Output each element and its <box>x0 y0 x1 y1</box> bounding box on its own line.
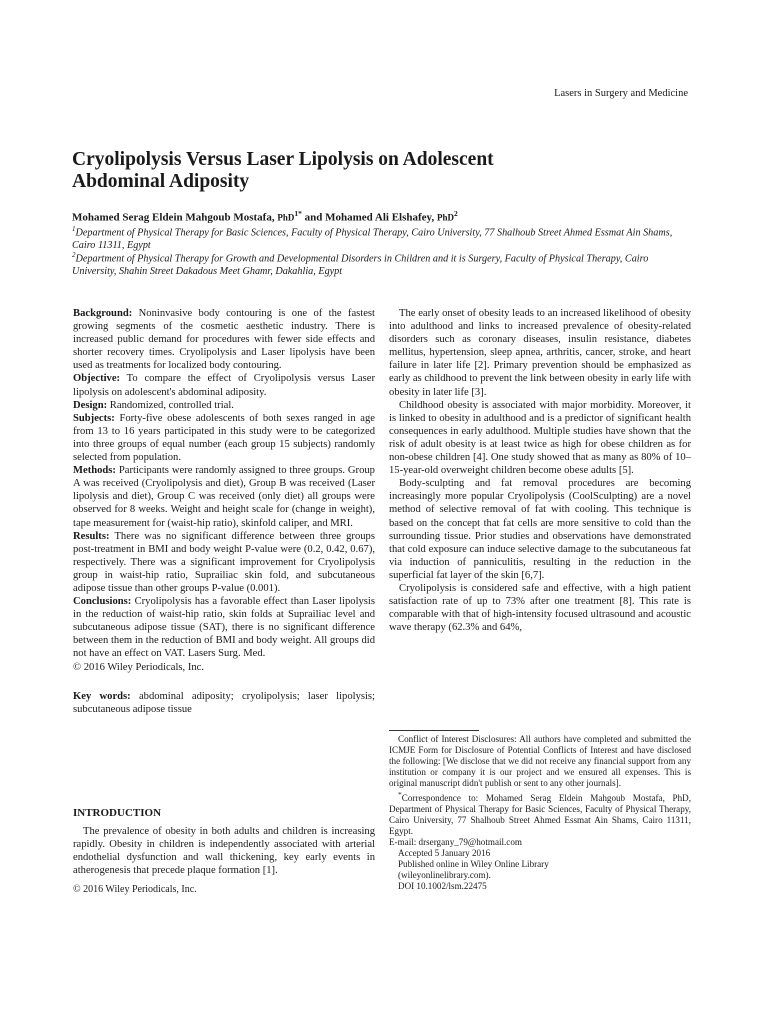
abstract-results <box>73 530 375 595</box>
abstract-conclusions <box>73 595 375 660</box>
author-conjunction: and <box>304 211 323 224</box>
correspondence-text: Correspondence to: Mohamed Serag Eldein Mahgoub Mostafa, PhD, Department of Physical Therapy for Basic Sciences, Faculty of Physical Therapy, Cairo University, 77 Shalhoub Street Ahmed Essmat Ain Shams, Cairo 11311, Egypt. <box>389 793 691 837</box>
accepted-date: Accepted 5 January 2016 <box>398 848 491 859</box>
abstract-design <box>73 399 375 412</box>
background-label: Background: <box>73 308 133 319</box>
design-label: Design: <box>73 399 108 411</box>
abstract-background <box>73 307 375 372</box>
abstract-methods <box>73 464 375 529</box>
publisher-site: (wileyonlinelibrary.com). <box>398 870 491 881</box>
affiliation-1-text: Department of Physical Therapy for Basic Sciences, Faculty of Physical Therapy, Cairo University, 77 Shalhoub Street Ahmed Essmat Ain Shams, Cairo 11311, Egypt <box>72 227 673 252</box>
abstract-objective <box>73 372 375 398</box>
author-list <box>72 209 692 224</box>
objective-label: Objective: <box>73 373 121 385</box>
abstract-copyright: © 2016 Wiley Periodicals, Inc. <box>73 661 204 673</box>
background-text: Noninvasive body contouring is one of the fastest growing segments of the cosmetic aesthetic industry. There is increased public demand for procedures with fewer side effects and shorter recovery times. Cryolipolysis and Laser lipolysis have been used as treatments for localized body contouring. <box>73 308 375 372</box>
objective-text: To compare the effect of Cryolipolysis versus Laser lipolysis on adolescent's abdominal adiposity. <box>73 373 375 398</box>
body-text-right-column <box>389 307 691 634</box>
footnotes <box>389 734 691 892</box>
keywords-text: abdominal adiposity; cryolipolysis; laser lipolysis; subcutaneous adipose tissue <box>73 690 375 715</box>
results-text: There was no significant difference between three groups post-treatment in BMI and body weight P-value were (0.2, 0.42, 0.67), respectively. There was a significant improvement for Cryolipolysis group in waist-hip ratio, Suprailiac skin fold, and subcutaneous adipose tissue than other groups P-value (0.001). <box>73 530 375 594</box>
affiliation-2-text: Department of Physical Therapy for Growth and Developmental Disorders in Children and it is Surgery, Faculty of Physical Therapy, Cairo University, Shahin Street Dakadous Meet Ghamr, Dakahlia, Egypt <box>72 253 649 278</box>
title-line-1: Cryolipolysis Versus Laser Lipolysis on Adolescent <box>72 149 494 170</box>
methods-label: Methods: <box>73 465 116 477</box>
title-line-2: Abdominal Adiposity <box>72 171 250 192</box>
keywords <box>73 690 375 716</box>
author-2-marker: 2 <box>453 209 458 218</box>
conflict-disclosure: Conflict of Interest Disclosures: All authors have completed and submitted the ICMJE Form for Disclosure of Potential Conflicts of Interest and have disclosed the following: [We disclose that we did not receive any financial support from any institution or company it is our project and we ensured all expenses. This is original manuscript didn't publish or sent to any other journals]. <box>389 734 691 788</box>
author-1-name: Mohamed Serag Eldein Mahgoub Mostafa, <box>72 211 275 224</box>
correspondence <box>389 789 691 837</box>
methods-text: Participants were randomly assigned to three groups. Group A was received (Cryolipolysis and diet), Group B was received (Laser lipolysis and diet), Group C was received (only diet) all groups were observed for 8 weeks. Weight and height scale for (change in weight), tape measurement for (waist-hip ratio), skinfold caliper, and MRI. <box>73 465 375 529</box>
body-paragraph-3: Body-sculpting and fat removal procedures are becoming increasingly more popular Cryolipolysis (CoolSculpting) are a novel method of selective removal of fat with cooling. This technique is based on the concept that fat cells are more sensitive to cold than the surrounding tissue. Prior studies and observations have demonstrated that cold exposure can induce selective damage to the subcutaneous fat via induction of panniculitis, resulting in the reduction in the superficial fat layer of the skin [6,7]. <box>389 478 691 581</box>
email: E-mail: drsergany_79@hotmail.com <box>389 837 522 848</box>
journal-name: Lasers in Surgery and Medicine <box>554 88 688 99</box>
results-label: Results: <box>73 530 110 542</box>
abstract-subjects <box>73 412 375 464</box>
author-2-name: Mohamed Ali Elshafey, <box>325 211 435 224</box>
section-heading-introduction: INTRODUCTION <box>73 807 162 819</box>
conclusions-label: Conclusions: <box>73 596 132 608</box>
introduction-paragraph: The prevalence of obesity in both adults and children is increasing rapidly. Obesity in children is independently associated with arterial endothelial dysfunction and wall thickening, key early events in atherogenesis that precede plaque formation [1]. <box>73 826 375 877</box>
design-text: Randomized, controlled trial. <box>109 399 234 411</box>
published-online: Published online in Wiley Online Library <box>398 859 549 870</box>
affiliation-2-marker: 2 <box>72 251 76 259</box>
author-2-degree: PhD <box>436 212 454 223</box>
keywords-label: Key words: <box>73 690 131 702</box>
doi: DOI 10.1002/lsm.22475 <box>398 881 487 892</box>
author-1-marker: 1* <box>294 209 302 218</box>
affiliation-1-marker: 1 <box>72 225 76 233</box>
body-paragraph-1: The early onset of obesity leads to an increased likelihood of obesity into adulthood and links to increased prevalence of obesity-related disorders such as coronary diseases, insulin resistance, diabetes mellitus, hypertension, sleep apnea, arthritis, cancer, stroke, and heart failure in later life [2]. Primary prevention should be emphasized as early as childhood to prevent the link between obesity in early life with obesity in later life [3]. <box>389 308 691 398</box>
body-paragraph-2: Childhood obesity is associated with major morbidity. Moreover, it is linked to obesity in adulthood and is a predictor of significant health consequences in early adulthood. Multiple studies have shown that the risk of adult obesity is at least twice as high for obese children as for non-obese children [4]. One study showed that as many as 80% of 10–15-year-old overweight children become obese adults [5]. <box>389 399 691 477</box>
footnote-divider <box>389 730 479 731</box>
affiliation-1 <box>72 223 692 252</box>
author-1-degree: PhD <box>277 212 295 223</box>
page-footer-copyright: © 2016 Wiley Periodicals, Inc. <box>73 884 197 895</box>
affiliation-2 <box>72 249 692 278</box>
correspondence-marker: * <box>398 790 402 799</box>
subjects-label: Subjects: <box>73 412 115 424</box>
article-title <box>72 149 692 193</box>
conclusions-text: Cryolipolysis has a favorable effect than Laser lipolysis in the reduction of waist-hip ratio, skin folds at Suprailiac level and subcutaneous adipose tissue (SAT), there is no significant difference between them in the reduction of BMI and body weight. All groups did not have an effect on VAT. Lasers Surg. Med. <box>73 596 375 660</box>
subjects-text: Forty-five obese adolescents of both sexes ranged in age from 13 to 16 years participated in this study were to be categorized into three groups of equal number (each group 15 subjects) randomly selected from population. <box>73 412 375 464</box>
body-paragraph-4: Cryolipolysis is considered safe and effective, with a high patient satisfaction rate of up to 73% after one treatment [8]. This rate is comparable with that of high-intensity focused ultrasound and acoustic wave therapy (62.3% and 64%, <box>389 582 691 634</box>
abstract <box>73 307 375 716</box>
